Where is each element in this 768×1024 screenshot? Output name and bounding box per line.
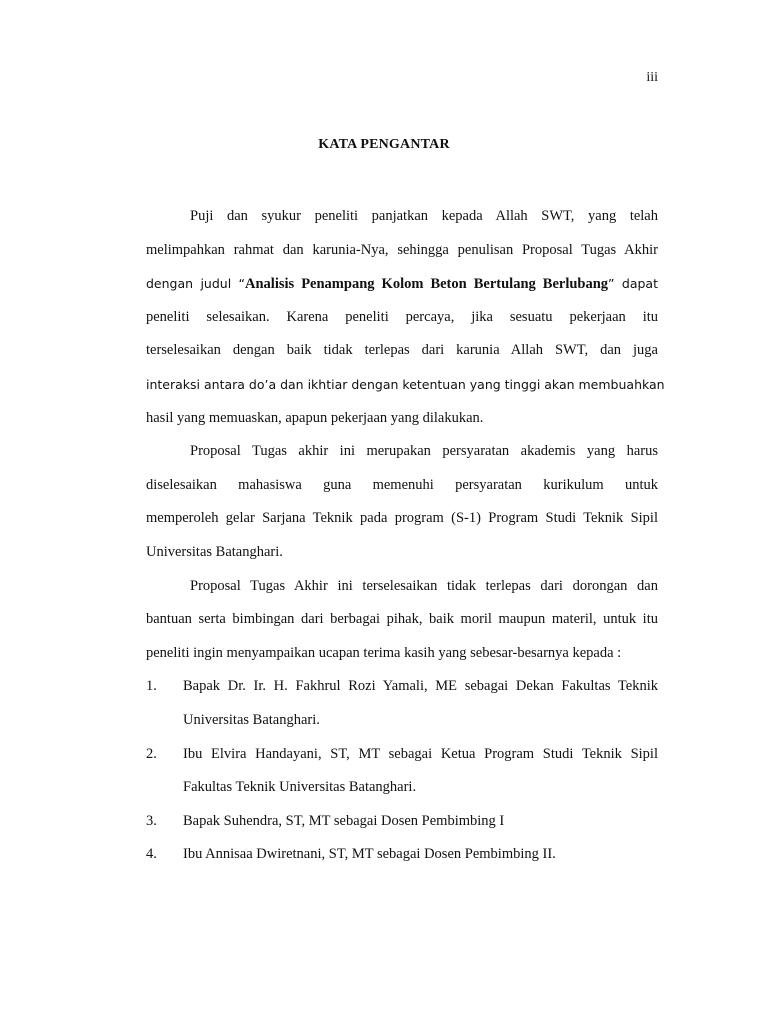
- document-body: [146, 200, 665, 872]
- list-item-number: 1.: [146, 678, 157, 695]
- title-quote-close: ” dapat: [608, 276, 658, 292]
- paragraph-line-with-title: [146, 267, 658, 301]
- paragraph-line: Universitas Batanghari.: [146, 543, 283, 560]
- title-quote-open: dengan judul “: [146, 276, 246, 292]
- list-item: [146, 838, 658, 872]
- paragraph-line: melimpahkan rahmat dan karunia-Nya, sehingga penulisan Proposal Tugas Akhir: [146, 241, 658, 258]
- paragraph-line: Puji dan syukur peneliti panjatkan kepada Allah SWT, yang telah: [190, 208, 658, 224]
- list-item-text: Ibu Elvira Handayani, ST, MT sebagai Ketua Program Studi Teknik Sipil: [183, 745, 658, 762]
- list-item: [146, 738, 658, 772]
- list-item-number: 3.: [146, 812, 157, 829]
- thesis-title: Analisis Penampang Kolom Beton Bertulang Berlubang: [245, 276, 609, 293]
- paragraph-line: terselesaikan dengan baik tidak terlepas dari karunia Allah SWT, dan juga: [146, 342, 658, 359]
- list-item: [146, 670, 658, 704]
- list-item-number: 4.: [146, 846, 157, 863]
- page-title: KATA PENGANTAR: [318, 137, 450, 152]
- paragraph-line: memperoleh gelar Sarjana Teknik pada program (S-1) Program Studi Teknik Sipil: [146, 510, 658, 527]
- list-item-continuation: Universitas Batanghari.: [183, 711, 320, 728]
- paragraph-line: diselesaikan mahasiswa guna memenuhi persyaratan kurikulum untuk: [146, 476, 658, 493]
- paragraph-line: bantuan serta bimbingan dari berbagai pihak, baik moril maupun materil, untuk itu: [146, 611, 658, 628]
- list-item: [146, 805, 658, 839]
- paragraph-line: Proposal Tugas akhir ini merupakan persyaratan akademis yang harus: [190, 443, 658, 460]
- paragraph-line: Proposal Tugas Akhir ini terselesaikan tidak terlepas dari dorongan dan: [190, 577, 658, 594]
- paragraph-line: hasil yang memuaskan, apapun pekerjaan yang dilakukan.: [146, 409, 484, 426]
- list-item-text: Ibu Annisaa Dwiretnani, ST, MT sebagai Dosen Pembimbing II.: [183, 846, 556, 863]
- list-item-number: 2.: [146, 745, 157, 762]
- paragraph-line: peneliti selesaikan. Karena peneliti percaya, jika sesuatu pekerjaan itu: [146, 308, 658, 325]
- list-item-continuation: Fakultas Teknik Universitas Batanghari.: [183, 779, 417, 796]
- page-number: iii: [646, 70, 658, 85]
- paragraph-line: peneliti ingin menyampaikan ucapan terima kasih yang sebesar-besarnya kepada :: [146, 644, 622, 661]
- paragraph-line: interaksi antara do’a dan ikhtiar dengan ketentuan yang tinggi akan membuahkan: [146, 376, 665, 392]
- list-item-text: Bapak Dr. Ir. H. Fakhrul Rozi Yamali, ME sebagai Dekan Fakultas Teknik: [183, 678, 658, 695]
- list-item-text: Bapak Suhendra, ST, MT sebagai Dosen Pembimbing I: [183, 812, 505, 829]
